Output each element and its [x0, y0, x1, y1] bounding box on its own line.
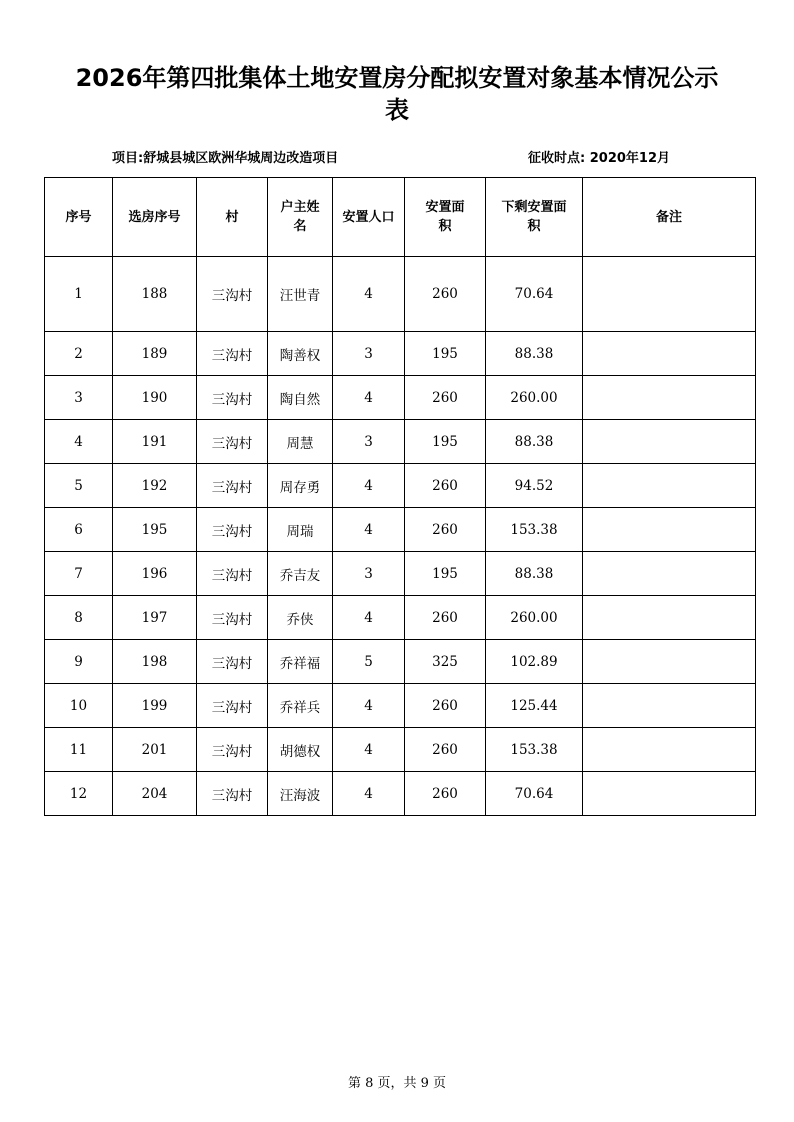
cell-room-seq: 190: [113, 376, 197, 420]
cell-area: 195: [405, 420, 486, 464]
cell-area: 260: [405, 772, 486, 816]
cell-room-seq: 191: [113, 420, 197, 464]
cell-village: 三沟村: [197, 376, 268, 420]
header-people: 安置人口: [333, 178, 405, 257]
cell-owner: 周慧: [268, 420, 333, 464]
header-seq: 序号: [45, 178, 113, 257]
cell-remaining: 88.38: [486, 332, 583, 376]
cell-note: [583, 552, 756, 596]
cell-note: [583, 728, 756, 772]
cell-seq: 3: [45, 376, 113, 420]
cell-village: 三沟村: [197, 772, 268, 816]
cell-area: 260: [405, 464, 486, 508]
cell-area: 260: [405, 376, 486, 420]
cell-remaining: 70.64: [486, 772, 583, 816]
cell-room-seq: 192: [113, 464, 197, 508]
cell-room-seq: 189: [113, 332, 197, 376]
table-row: [45, 684, 756, 728]
cell-village: 三沟村: [197, 332, 268, 376]
cell-note: [583, 464, 756, 508]
cell-owner: 乔吉友: [268, 552, 333, 596]
cell-seq: 8: [45, 596, 113, 640]
cell-area: 260: [405, 596, 486, 640]
header-remaining-label: 下剩安置面积: [501, 200, 567, 234]
page-title: [0, 62, 794, 126]
project-label: 项目:舒城县城区欧洲华城周边改造项目: [112, 151, 339, 166]
page-title-line2: 表: [385, 96, 409, 124]
header-note: 备注: [583, 178, 756, 257]
page-footer: 第 8 页，共 9 页: [347, 1076, 447, 1091]
table-row: [45, 420, 756, 464]
cell-village: 三沟村: [197, 257, 268, 332]
cell-village: 三沟村: [197, 508, 268, 552]
cell-village: 三沟村: [197, 420, 268, 464]
cell-remaining: 153.38: [486, 508, 583, 552]
cell-owner: 汪海波: [268, 772, 333, 816]
cell-seq: 7: [45, 552, 113, 596]
cell-area: 195: [405, 552, 486, 596]
cell-owner: 陶善权: [268, 332, 333, 376]
cell-remaining: 88.38: [486, 552, 583, 596]
table-row: [45, 508, 756, 552]
cell-seq: 9: [45, 640, 113, 684]
header-area-label: 安置面积: [425, 200, 465, 234]
cell-note: [583, 772, 756, 816]
cell-people: 4: [333, 464, 405, 508]
cell-village: 三沟村: [197, 552, 268, 596]
header-area: [405, 178, 486, 257]
cell-owner: 乔祥福: [268, 640, 333, 684]
cell-remaining: 260.00: [486, 376, 583, 420]
cell-area: 260: [405, 728, 486, 772]
table-row: [45, 772, 756, 816]
cell-area: 325: [405, 640, 486, 684]
header-village: 村: [197, 178, 268, 257]
cell-room-seq: 195: [113, 508, 197, 552]
cell-village: 三沟村: [197, 684, 268, 728]
cell-note: [583, 684, 756, 728]
cell-owner: 汪世青: [268, 257, 333, 332]
cell-village: 三沟村: [197, 728, 268, 772]
cell-room-seq: 199: [113, 684, 197, 728]
date-label: 征收时点: 2020年12月: [528, 151, 670, 166]
table-row: [45, 596, 756, 640]
cell-owner: 乔侠: [268, 596, 333, 640]
cell-note: [583, 640, 756, 684]
cell-area: 260: [405, 508, 486, 552]
cell-area: 260: [405, 257, 486, 332]
cell-owner: 胡德权: [268, 728, 333, 772]
cell-people: 4: [333, 728, 405, 772]
cell-note: [583, 508, 756, 552]
table-row: [45, 332, 756, 376]
cell-village: 三沟村: [197, 596, 268, 640]
header-owner-label: 户主姓名: [280, 200, 320, 234]
header-room-seq: 选房序号: [113, 178, 197, 257]
cell-room-seq: 188: [113, 257, 197, 332]
cell-people: 4: [333, 376, 405, 420]
table-row: [45, 376, 756, 420]
cell-seq: 10: [45, 684, 113, 728]
cell-area: 260: [405, 684, 486, 728]
cell-people: 5: [333, 640, 405, 684]
cell-seq: 11: [45, 728, 113, 772]
cell-note: [583, 596, 756, 640]
table-row: [45, 640, 756, 684]
cell-remaining: 125.44: [486, 684, 583, 728]
table-row: [45, 728, 756, 772]
header-owner: [268, 178, 333, 257]
cell-people: 3: [333, 420, 405, 464]
table-row: [45, 257, 756, 332]
cell-owner: 陶自然: [268, 376, 333, 420]
cell-seq: 1: [45, 257, 113, 332]
table-row: [45, 464, 756, 508]
cell-seq: 12: [45, 772, 113, 816]
cell-seq: 6: [45, 508, 113, 552]
cell-people: 3: [333, 552, 405, 596]
cell-people: 4: [333, 596, 405, 640]
table-header-row: [45, 178, 756, 257]
cell-remaining: 153.38: [486, 728, 583, 772]
cell-seq: 4: [45, 420, 113, 464]
cell-owner: 乔祥兵: [268, 684, 333, 728]
cell-remaining: 88.38: [486, 420, 583, 464]
table-row: [45, 552, 756, 596]
cell-room-seq: 197: [113, 596, 197, 640]
cell-seq: 5: [45, 464, 113, 508]
cell-people: 4: [333, 257, 405, 332]
allocation-table: [44, 177, 756, 816]
cell-people: 4: [333, 684, 405, 728]
cell-note: [583, 332, 756, 376]
cell-owner: 周存勇: [268, 464, 333, 508]
cell-village: 三沟村: [197, 464, 268, 508]
cell-village: 三沟村: [197, 640, 268, 684]
cell-room-seq: 198: [113, 640, 197, 684]
cell-people: 4: [333, 772, 405, 816]
cell-note: [583, 420, 756, 464]
header-remaining: [486, 178, 583, 257]
cell-room-seq: 196: [113, 552, 197, 596]
cell-remaining: 102.89: [486, 640, 583, 684]
cell-room-seq: 201: [113, 728, 197, 772]
cell-remaining: 260.00: [486, 596, 583, 640]
cell-note: [583, 376, 756, 420]
cell-people: 3: [333, 332, 405, 376]
cell-area: 195: [405, 332, 486, 376]
cell-remaining: 70.64: [486, 257, 583, 332]
page-title-line1: 2026年第四批集体土地安置房分配拟安置对象基本情况公示: [75, 64, 719, 92]
cell-note: [583, 257, 756, 332]
cell-seq: 2: [45, 332, 113, 376]
cell-remaining: 94.52: [486, 464, 583, 508]
cell-people: 4: [333, 508, 405, 552]
cell-room-seq: 204: [113, 772, 197, 816]
cell-owner: 周瑞: [268, 508, 333, 552]
